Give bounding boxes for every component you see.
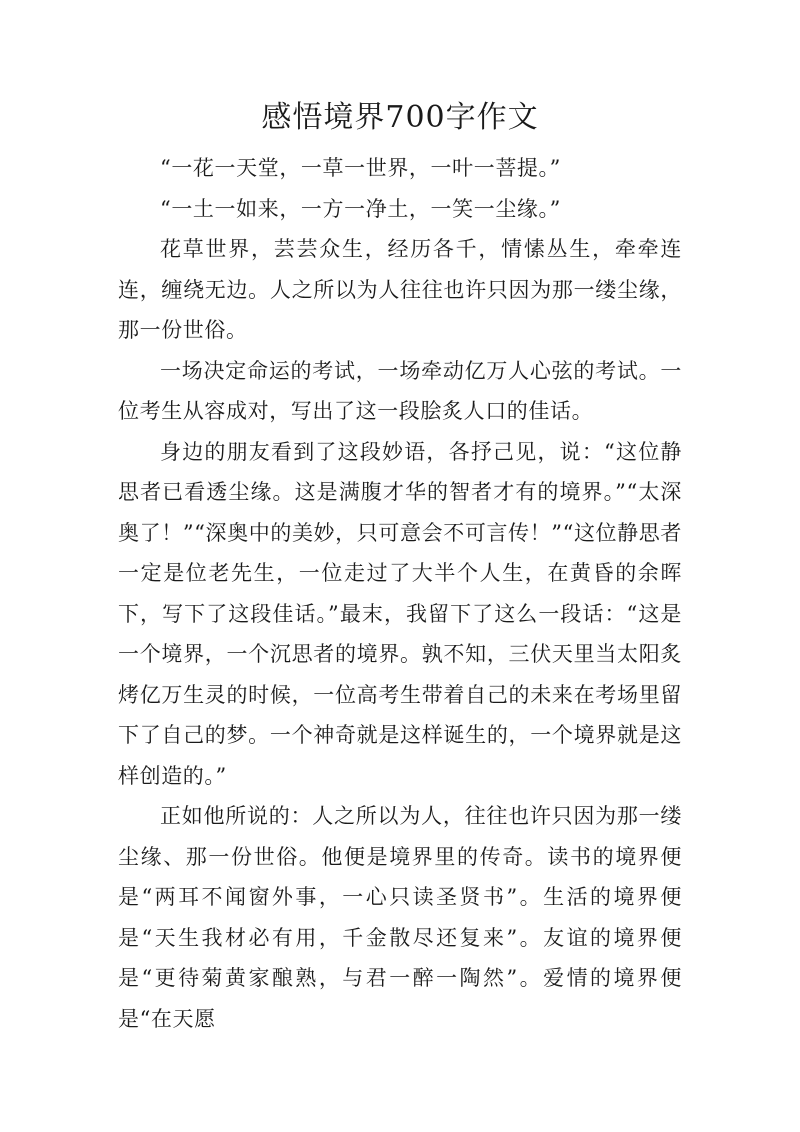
article-body bbox=[118, 148, 682, 1039]
paragraph-5: 身边的朋友看到了这段妙语，各抒己见，说：“这位静思者已看透尘缘。这是满腹才华的智者才有的境界。”“太深奥了！”“深奥中的美妙，只可意会不可言传！”“这位静思者一定是位老先生，一位走过了大半个人生，在黄昏的余晖下，写下了这段佳话。”最末，我留下了这么一段话：“这是一个境界，一个沉思者的境界。孰不知，三伏天里当太阳炙烤亿万生灵的时候，一位高考生带着自己的未来在考场里留下了自己的梦。一个神奇就是这样诞生的，一个境界就是这样创造的。” bbox=[118, 439, 682, 788]
paragraph-3: 花草世界，芸芸众生，经历各千，情愫丛生，牵牵连连，缠绕无边。人之所以为人往往也许只因为那一缕尘缘，那一份世俗。 bbox=[118, 237, 682, 342]
paragraph-quote-1: “一花一天堂，一草一世界，一叶一菩提。” bbox=[160, 156, 561, 180]
paragraph-4: 一场决定命运的考试，一场牵动亿万人心弦的考试。一位考生从容成对，写出了这一段脍炙人口的佳话。 bbox=[118, 358, 682, 423]
paragraph-6: 正如他所说的：人之所以为人，往往也许只因为那一缕尘缘、那一份世俗。他便是境界里的传奇。读书的境界便是“两耳不闻窗外事，一心只读圣贤书”。生活的境界便是“天生我材必有用，千金散尽还复来”。友谊的境界便是“更待菊黄家酿熟，与君一醉一陶然”。爱情的境界便是“在天愿 bbox=[118, 804, 682, 1031]
paragraph-quote-2: “一土一如来，一方一净土，一笑一尘缘。” bbox=[160, 196, 561, 221]
page-title: 感悟境界700字作文 bbox=[261, 100, 539, 135]
